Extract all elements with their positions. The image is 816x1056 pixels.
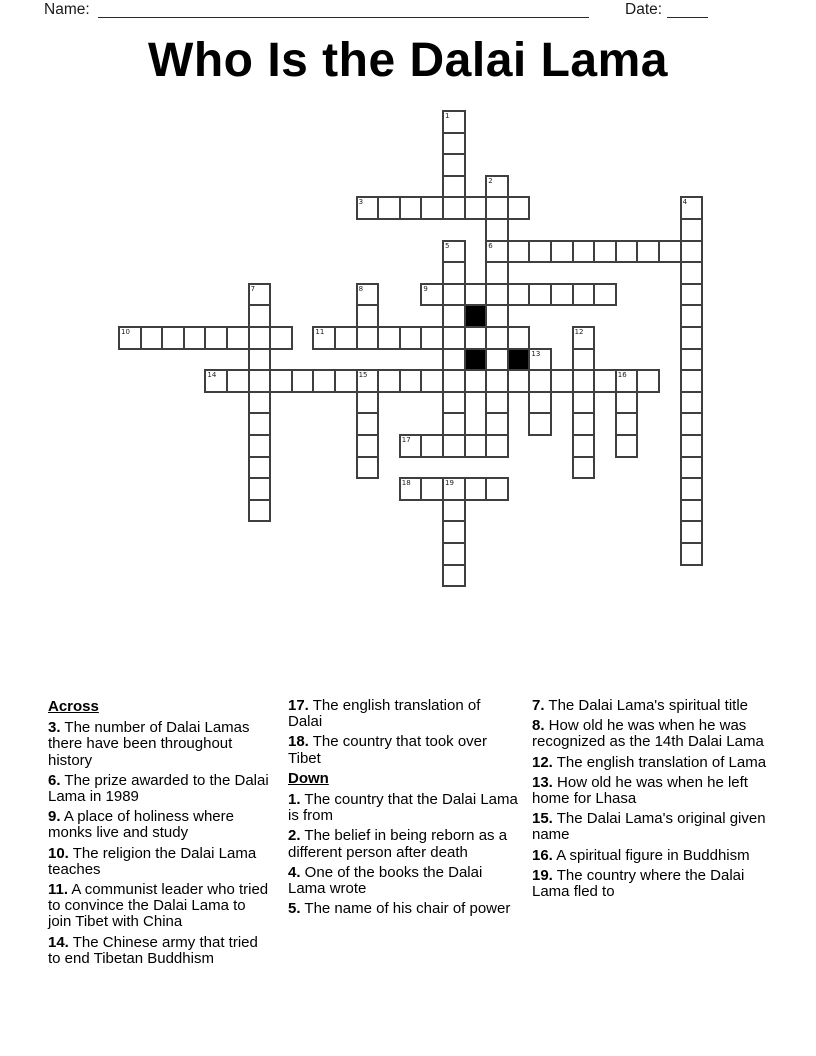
- grid-cell[interactable]: [420, 196, 444, 220]
- clue-number: 11.: [48, 881, 69, 899]
- cell-number: 3: [358, 198, 364, 207]
- grid-cell[interactable]: [464, 283, 488, 307]
- clue-8: 8. How old he was when he was recognized as the 14th Dalai Lama: [532, 717, 764, 751]
- grid-cell[interactable]: [356, 326, 380, 350]
- clue-number: 12.: [532, 753, 553, 771]
- grid-cell[interactable]: [680, 369, 704, 393]
- grid-cell[interactable]: [464, 477, 488, 501]
- grid-cell[interactable]: [464, 196, 488, 220]
- grid-cell[interactable]: [442, 326, 466, 350]
- grid-cell[interactable]: [312, 326, 336, 350]
- grid-cell[interactable]: [572, 240, 596, 264]
- grid-cell[interactable]: [593, 283, 617, 307]
- date-blank-line[interactable]: [667, 0, 708, 18]
- grid-cell[interactable]: [442, 564, 466, 588]
- grid-cell[interactable]: [485, 326, 509, 350]
- clue-number: 10.: [48, 844, 69, 862]
- grid-cell[interactable]: [248, 348, 272, 372]
- clue-number: 18.: [288, 733, 309, 751]
- cell-number: 4: [682, 198, 688, 207]
- grid-cell[interactable]: [464, 434, 488, 458]
- grid-cell[interactable]: [615, 412, 639, 436]
- grid-cell[interactable]: [572, 434, 596, 458]
- cell-number: 14: [207, 371, 217, 380]
- cell-number: 1: [445, 112, 450, 120]
- clue-10: 10. The religion the Dalai Lama teaches: [48, 844, 257, 878]
- clue-number: 3.: [48, 719, 61, 737]
- grid-cell[interactable]: [291, 369, 315, 393]
- grid-cell[interactable]: [140, 326, 164, 350]
- clue-14: 14. The Chinese army that tried to end Tibetan Buddhism: [48, 933, 258, 967]
- grid-cell[interactable]: [399, 326, 423, 350]
- grid-cell[interactable]: [377, 326, 401, 350]
- grid-cell[interactable]: [356, 412, 380, 436]
- grid-cell[interactable]: [485, 175, 509, 199]
- grid-cell[interactable]: [593, 369, 617, 393]
- grid-cell[interactable]: [680, 326, 704, 350]
- grid-cell[interactable]: [507, 196, 531, 220]
- clue-3: 3. The number of Dalai Lamas there have been throughout history: [48, 719, 250, 769]
- cell-number: 11: [315, 328, 325, 336]
- clue-number: 17.: [288, 697, 309, 714]
- grid-cell-black: [464, 304, 488, 328]
- grid-cell[interactable]: [550, 283, 574, 307]
- grid-cell[interactable]: [442, 196, 466, 220]
- clue-number: 16.: [532, 846, 553, 864]
- grid-cell[interactable]: [593, 240, 617, 264]
- grid-cell[interactable]: [485, 369, 509, 393]
- clue-number: 15.: [532, 810, 553, 828]
- grid-cell[interactable]: [572, 456, 596, 480]
- grid-cell[interactable]: [356, 304, 380, 328]
- grid-cell[interactable]: [248, 412, 272, 436]
- grid-cell[interactable]: [485, 218, 509, 242]
- cell-number: 6: [488, 241, 493, 250]
- clues-down-heading: Down: [288, 769, 329, 787]
- grid-cell[interactable]: [528, 283, 552, 307]
- clue-number: 14.: [48, 933, 69, 951]
- grid-cell[interactable]: [442, 175, 466, 199]
- grid-cell[interactable]: [485, 477, 509, 501]
- grid-cell[interactable]: [420, 477, 444, 501]
- grid-cell[interactable]: [377, 196, 401, 220]
- clue-number: 2.: [288, 827, 301, 845]
- clue-number: 1.: [288, 791, 301, 809]
- page-title: Who Is the Dalai Lama: [148, 34, 668, 87]
- grid-cell[interactable]: [204, 326, 228, 350]
- grid-cell[interactable]: [226, 369, 250, 393]
- grid-cell[interactable]: [615, 240, 639, 264]
- grid-cell[interactable]: [442, 110, 466, 134]
- clues-column-2: [288, 698, 518, 921]
- grid-cell[interactable]: [356, 196, 380, 220]
- grid-cell[interactable]: [680, 542, 704, 566]
- grid-cell[interactable]: [507, 240, 531, 264]
- grid-cell[interactable]: [356, 283, 380, 307]
- grid-cell[interactable]: [118, 326, 142, 350]
- clue-number: 9.: [48, 808, 61, 826]
- grid-cell[interactable]: [312, 369, 336, 393]
- grid-cell[interactable]: [356, 434, 380, 458]
- grid-cell[interactable]: [680, 261, 704, 285]
- clues-column-3: [532, 698, 770, 904]
- grid-cell[interactable]: [615, 369, 639, 393]
- cell-number: 7: [250, 284, 256, 293]
- grid-cell[interactable]: [248, 326, 272, 350]
- grid-cell[interactable]: [528, 391, 552, 415]
- clue-19: 19. The country where the Dalai Lama fled to: [532, 866, 745, 901]
- grid-cell[interactable]: [442, 434, 466, 458]
- grid-cell[interactable]: [420, 326, 444, 350]
- grid-cell[interactable]: [399, 196, 423, 220]
- grid-cell[interactable]: [442, 520, 466, 544]
- clue-number: 19.: [532, 866, 553, 884]
- grid-cell[interactable]: [550, 369, 574, 393]
- grid-cell[interactable]: [420, 434, 444, 458]
- cell-number: 15: [358, 371, 368, 380]
- grid-cell[interactable]: [680, 391, 704, 415]
- grid-cell[interactable]: [356, 456, 380, 480]
- grid-cell[interactable]: [442, 391, 466, 415]
- clue-number: 8.: [532, 717, 545, 735]
- grid-cell[interactable]: [528, 240, 552, 264]
- grid-cell[interactable]: [615, 391, 639, 415]
- grid-cell[interactable]: [572, 391, 596, 415]
- grid-cell[interactable]: [680, 456, 704, 480]
- grid-cell[interactable]: [377, 369, 401, 393]
- clue-17: 17. The english translation of Dalai: [288, 697, 481, 731]
- clue-number: 5.: [288, 900, 301, 918]
- grid-cell[interactable]: [680, 283, 704, 307]
- grid-cell[interactable]: [399, 477, 423, 501]
- clue-2: 2. The belief in being reborn as a different person after death: [288, 827, 508, 861]
- grid-cell[interactable]: [485, 283, 509, 307]
- grid-cell[interactable]: [485, 434, 509, 458]
- grid-cell[interactable]: [248, 456, 272, 480]
- date-label: Date:: [625, 1, 663, 18]
- grid-cell[interactable]: [334, 369, 358, 393]
- grid-cell[interactable]: [399, 434, 423, 458]
- grid-cell[interactable]: [248, 477, 272, 501]
- name-label: Name:: [44, 1, 90, 18]
- grid-cell[interactable]: [183, 326, 207, 350]
- cell-number: 8: [358, 284, 364, 293]
- grid-cell[interactable]: [485, 391, 509, 415]
- clue-6: 6. The prize awarded to the Dalai Lama in 1989: [48, 771, 269, 806]
- grid-cell[interactable]: [550, 240, 574, 264]
- cell-number: 10: [121, 328, 130, 336]
- grid-cell[interactable]: [680, 412, 704, 436]
- clues-across-heading: Across: [48, 698, 99, 715]
- clue-number: 6.: [48, 771, 61, 789]
- grid-cell[interactable]: [636, 240, 660, 264]
- grid-cell[interactable]: [485, 412, 509, 436]
- clue-number: 13.: [532, 773, 553, 791]
- cell-number: 12: [574, 328, 584, 336]
- grid-cell[interactable]: [248, 499, 272, 523]
- cell-number: 16: [617, 371, 627, 380]
- clue-18: 18. The country that took over Tibet: [288, 733, 488, 767]
- grid-cell[interactable]: [636, 369, 660, 393]
- clue-15: 15. The Dalai Lama's original given name: [532, 810, 766, 844]
- cell-number: 13: [531, 349, 541, 358]
- grid-cell[interactable]: [356, 369, 380, 393]
- grid-cell[interactable]: [572, 283, 596, 307]
- clue-7: 7. The Dalai Lama's spiritual title: [532, 697, 749, 714]
- grid-cell[interactable]: [680, 520, 704, 544]
- clue-9: 9. A place of holiness where monks live and study: [48, 808, 234, 842]
- grid-cell[interactable]: [442, 283, 466, 307]
- grid-cell-black: [507, 348, 531, 372]
- clues-column-1: [48, 698, 272, 971]
- cell-number: 18: [401, 479, 411, 488]
- grid-cell[interactable]: [442, 132, 466, 156]
- grid-cell[interactable]: [420, 369, 444, 393]
- clue-4: 4. One of the books the Dalai Lama wrote: [288, 863, 483, 898]
- grid-cell[interactable]: [420, 283, 444, 307]
- grid-cell[interactable]: [442, 304, 466, 328]
- grid-cell[interactable]: [615, 434, 639, 458]
- grid-cell[interactable]: [680, 240, 704, 264]
- cell-number: 9: [423, 284, 428, 293]
- clue-number: 7.: [532, 697, 545, 714]
- grid-cell[interactable]: [680, 304, 704, 328]
- grid-cell[interactable]: [485, 240, 509, 264]
- clue-5: 5. The name of his chair of power: [288, 900, 511, 918]
- grid-cell[interactable]: [464, 369, 488, 393]
- cell-number: 2: [488, 176, 493, 185]
- grid-cell[interactable]: [572, 369, 596, 393]
- cell-number: 5: [445, 241, 450, 250]
- grid-cell[interactable]: [248, 434, 272, 458]
- cell-number: 19: [445, 479, 454, 488]
- grid-cell[interactable]: [680, 348, 704, 372]
- grid-cell[interactable]: [572, 326, 596, 350]
- clue-13: 13. How old he was when he left home for Lhasa: [532, 773, 748, 808]
- grid-cell[interactable]: [507, 369, 531, 393]
- clue-12: 12. The english translation of Lama: [532, 753, 767, 771]
- cell-number: 17: [401, 436, 411, 444]
- clue-16: 16. A spiritual figure in Buddhism: [532, 846, 750, 864]
- grid-cell[interactable]: [507, 326, 531, 350]
- grid-cell[interactable]: [442, 412, 466, 436]
- clue-11: 11. A communist leader who tried to convince the Dalai Lama to join Tibet with China: [48, 881, 269, 931]
- grid-cell[interactable]: [161, 326, 185, 350]
- grid-cell-black: [464, 348, 488, 372]
- grid-cell[interactable]: [442, 348, 466, 372]
- grid-cell[interactable]: [248, 391, 272, 415]
- grid-cell[interactable]: [269, 369, 293, 393]
- grid-cell[interactable]: [248, 283, 272, 307]
- grid-cell[interactable]: [507, 283, 531, 307]
- grid-cell[interactable]: [680, 218, 704, 242]
- name-blank-line[interactable]: [98, 0, 589, 18]
- grid-cell[interactable]: [528, 369, 552, 393]
- grid-cell[interactable]: [442, 499, 466, 523]
- grid-cell[interactable]: [442, 153, 466, 177]
- grid-cell[interactable]: [680, 477, 704, 501]
- grid-cell[interactable]: [442, 477, 466, 501]
- grid-cell[interactable]: [399, 369, 423, 393]
- grid-cell[interactable]: [528, 412, 552, 436]
- grid-cell[interactable]: [442, 261, 466, 285]
- grid-cell[interactable]: [269, 326, 293, 350]
- grid-cell[interactable]: [680, 434, 704, 458]
- grid-cell[interactable]: [485, 261, 509, 285]
- clue-1: 1. The country that the Dalai Lama is from: [288, 791, 518, 825]
- grid-cell[interactable]: [464, 326, 488, 350]
- grid-cell[interactable]: [226, 326, 250, 350]
- grid-cell[interactable]: [248, 369, 272, 393]
- grid-cell[interactable]: [485, 304, 509, 328]
- grid-cell[interactable]: [680, 196, 704, 220]
- grid-cell[interactable]: [680, 499, 704, 523]
- grid-cell[interactable]: [528, 348, 552, 372]
- clue-number: 4.: [288, 863, 301, 881]
- grid-cell[interactable]: [658, 240, 682, 264]
- grid-cell[interactable]: [572, 348, 596, 372]
- grid-cell[interactable]: [442, 369, 466, 393]
- grid-cell[interactable]: [356, 391, 380, 415]
- grid-cell[interactable]: [572, 412, 596, 436]
- grid-cell[interactable]: [485, 196, 509, 220]
- grid-cell[interactable]: [485, 348, 509, 372]
- grid-cell[interactable]: [442, 240, 466, 264]
- grid-cell[interactable]: [204, 369, 228, 393]
- grid-cell[interactable]: [442, 542, 466, 566]
- crossword-grid: [118, 110, 718, 590]
- grid-cell[interactable]: [334, 326, 358, 350]
- grid-cell[interactable]: [248, 304, 272, 328]
